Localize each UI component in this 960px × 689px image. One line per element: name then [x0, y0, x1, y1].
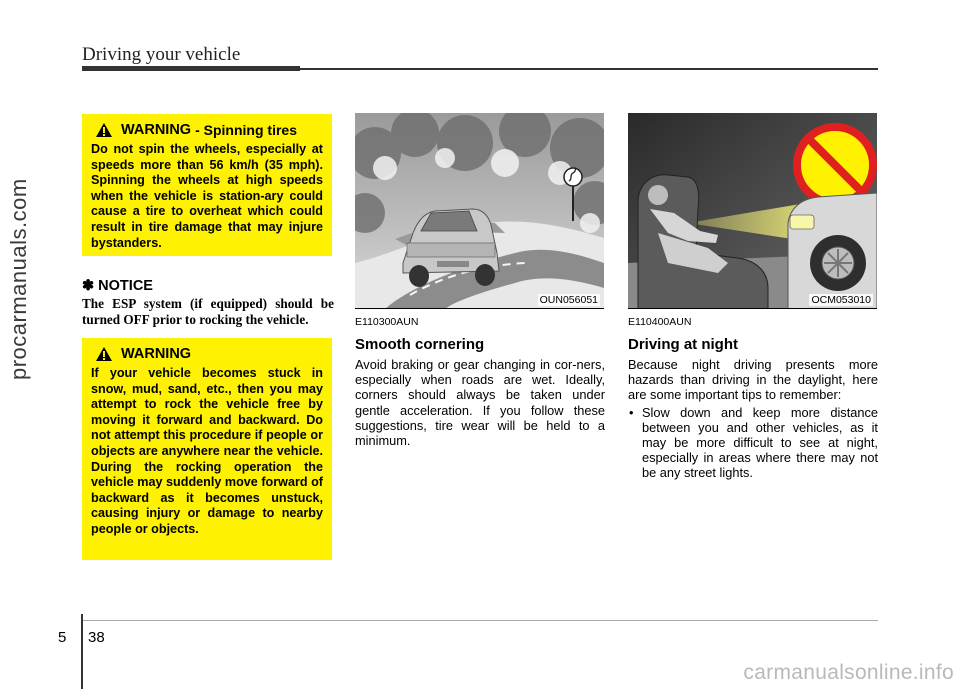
warning-triangle-icon — [95, 122, 113, 138]
warning-subtitle: - Spinning tires — [195, 122, 297, 138]
warning-title: WARNING — [121, 122, 192, 138]
figure-code: OUN056051 — [539, 294, 598, 306]
notice-title: ✽ NOTICE — [82, 278, 153, 294]
section-code: E110400AUN — [628, 316, 692, 328]
car-on-curve-illustration — [355, 113, 604, 309]
page-header-title: Driving your vehicle — [82, 44, 241, 65]
warning-title-row — [91, 346, 323, 362]
warning-title: WARNING — [121, 346, 192, 362]
page-number: 38 — [88, 629, 105, 646]
figure-driving-at-night — [628, 113, 877, 309]
section-heading: Smooth cornering — [355, 336, 485, 353]
watermark-bottom: carmanualsonline.info — [743, 661, 954, 684]
warning-box-spinning-tires — [82, 114, 332, 256]
warning-body: If your vehicle becomes stuck in snow, mud, sand, etc., then you may attempt to rock the vehicle free by moving it forward and backward. Do not attempt this procedure if people or objects are anywhere near the vehicle. During the rocking operation the vehicle may suddenly move forward of backward as it becomes unstuck, causing injury or damage to nearby people or objects. — [91, 366, 323, 536]
bullet-dot: • — [629, 404, 634, 420]
watermark-left: procarmanuals.com — [6, 178, 31, 380]
page-number-divider — [81, 614, 83, 689]
warning-box-stuck-vehicle — [82, 338, 332, 560]
section-number: 5 — [58, 629, 67, 646]
figure-smooth-cornering — [355, 113, 604, 309]
section-body: Because night driving presents more hazards than driving in the daylight, here are some important tips to remember: — [628, 357, 878, 403]
figure-code: OCM053010 — [811, 294, 871, 306]
warning-body: Do not spin the wheels, especially at speeds more than 56 km/h (35 mph). Spinning the wheels at high speeds when the vehicle is station-ary could cause a tire to overheat which could result in tire damage that may injure bystanders. — [91, 142, 323, 250]
notice-body: The ESP system (if equipped) should be turned OFF prior to rocking the vehicle. — [82, 296, 334, 327]
list-item — [628, 405, 878, 481]
footer-rule — [82, 620, 878, 621]
night-glare-illustration — [628, 113, 877, 309]
warning-triangle-icon — [95, 346, 113, 362]
section-code: E110300AUN — [355, 316, 419, 328]
header-rule-thick — [82, 66, 300, 71]
header-rule-thin — [300, 68, 878, 70]
section-body: Avoid braking or gear changing in cor-ners, especially when roads are wet. Ideally, corners should always be taken under gentle acceleration. If you follow these suggestions, tire wear will be held to a minimum. — [355, 357, 605, 449]
warning-title-row — [91, 122, 323, 138]
section-driving-at-night — [628, 316, 878, 481]
section-heading: Driving at night — [628, 336, 738, 353]
section-smooth-cornering — [355, 316, 605, 448]
bullet-text: Slow down and keep more distance between you and other vehicles, as it may be more difficult to see at night, especially in areas where there may not be any street lights. — [642, 404, 878, 481]
